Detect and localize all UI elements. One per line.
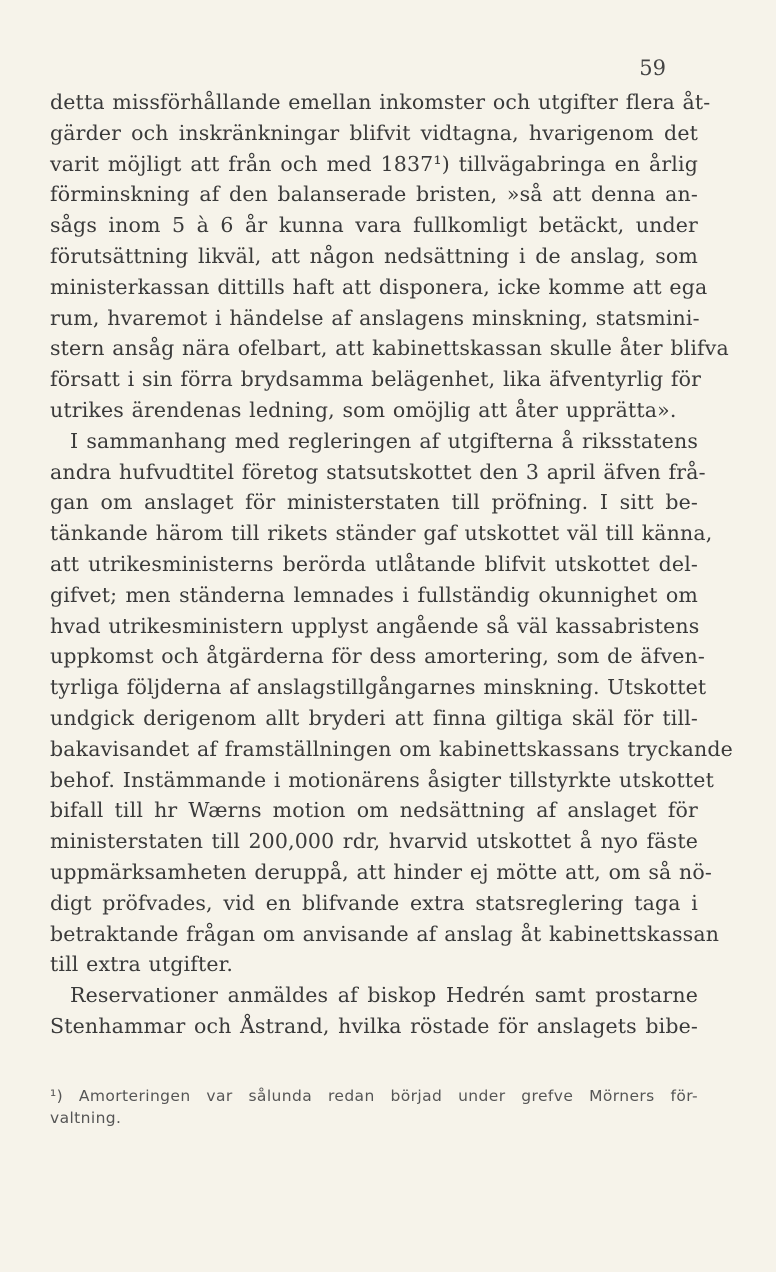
text-line: ministerstaten till 200,000 rdr, hvarvid utskottet å nyo fäste (50, 829, 698, 854)
footnote-line: valtning. (50, 1109, 122, 1127)
text-line: varit möjligt att från och med 1837¹) tillvägabringa en årlig (50, 151, 698, 176)
text-line: bifall till hr Wærns motion om nedsättning af anslaget för (50, 798, 698, 823)
text-line: förminskning af den balanserade bristen, »så att denna an- (50, 182, 698, 207)
text-line: stern ansåg nära ofelbart, att kabinettskassan skulle åter blifva (50, 336, 729, 361)
text-line: hvad utrikesministern upplyst angående så väl kassabristens (50, 613, 700, 638)
text-line: uppmärksamheten deruppå, att hinder ej mötte att, om så nö- (50, 859, 712, 884)
text-line: digt pröfvades, vid en blifvande extra statsreglering taga i (50, 890, 698, 915)
text-line: gan om anslaget för ministerstaten till pröfning. I sitt be- (50, 490, 698, 515)
text-line: sågs inom 5 à 6 år kunna vara fullkomligt betäckt, under (50, 213, 698, 238)
text-line: ministerkassan dittills haft att disponera, icke komme att ega (50, 274, 708, 299)
text-line: I sammanhang med regleringen af utgifterna å riksstatens (70, 428, 698, 453)
text-line: försatt i sin förra brydsamma belägenhet, lika äfventyrlig för (50, 367, 702, 392)
text-line: gärder och inskränkningar blifvit vidtagna, hvarigenom det (50, 120, 698, 145)
page-number: 59 (639, 56, 666, 80)
text-line: Stenhammar och Åstrand, hvilka röstade för anslagets bibe- (50, 1013, 698, 1038)
text-line: andra hufvudtitel företog statsutskottet den 3 april äfven frå- (50, 459, 706, 484)
text-line: gifvet; men ständerna lemnades i fullständig okunnighet om (50, 582, 698, 607)
text-line: Reservationer anmäldes af biskop Hedrén samt prostarne (70, 983, 698, 1008)
footnote-line: ¹) Amorteringen var sålunda redan börjad under grefve Mörners för- (50, 1087, 698, 1105)
text-line: bakavisandet af framställningen om kabinettskassans tryckande (50, 736, 733, 761)
text-line: rum, hvaremot i händelse af anslagens minskning, statsmini- (50, 305, 700, 330)
text-line: detta missförhållande emellan inkomster och utgifter flera åt- (50, 90, 711, 114)
text-line: tänkande härom till rikets ständer gaf utskottet väl till känna, (50, 521, 713, 546)
text-line: förutsättning likväl, att någon nedsättning i de anslag, som (50, 243, 698, 268)
text-line: utrikes ärendenas ledning, som omöjlig att åter upprätta». (50, 397, 677, 422)
text-line: uppkomst och åtgärderna för dess amortering, som de äfven- (50, 644, 705, 669)
text-line: behof. Instämmande i motionärens åsigter tillstyrkte utskottet (50, 767, 714, 792)
text-line: tyrliga följderna af anslagstillgångarnes minskning. Utskottet (50, 675, 707, 700)
text-line: undgick derigenom allt bryderi att finna giltiga skäl för till- (50, 705, 698, 730)
text-line: betraktande frågan om anvisande af anslag åt kabinettskassan (50, 921, 720, 946)
footnote (50, 1085, 698, 1129)
text-line: att utrikesministerns berörda utlåtande blifvit utskottet del- (50, 551, 698, 576)
body-text (50, 87, 733, 1042)
text-line: till extra utgifter. (50, 952, 234, 977)
